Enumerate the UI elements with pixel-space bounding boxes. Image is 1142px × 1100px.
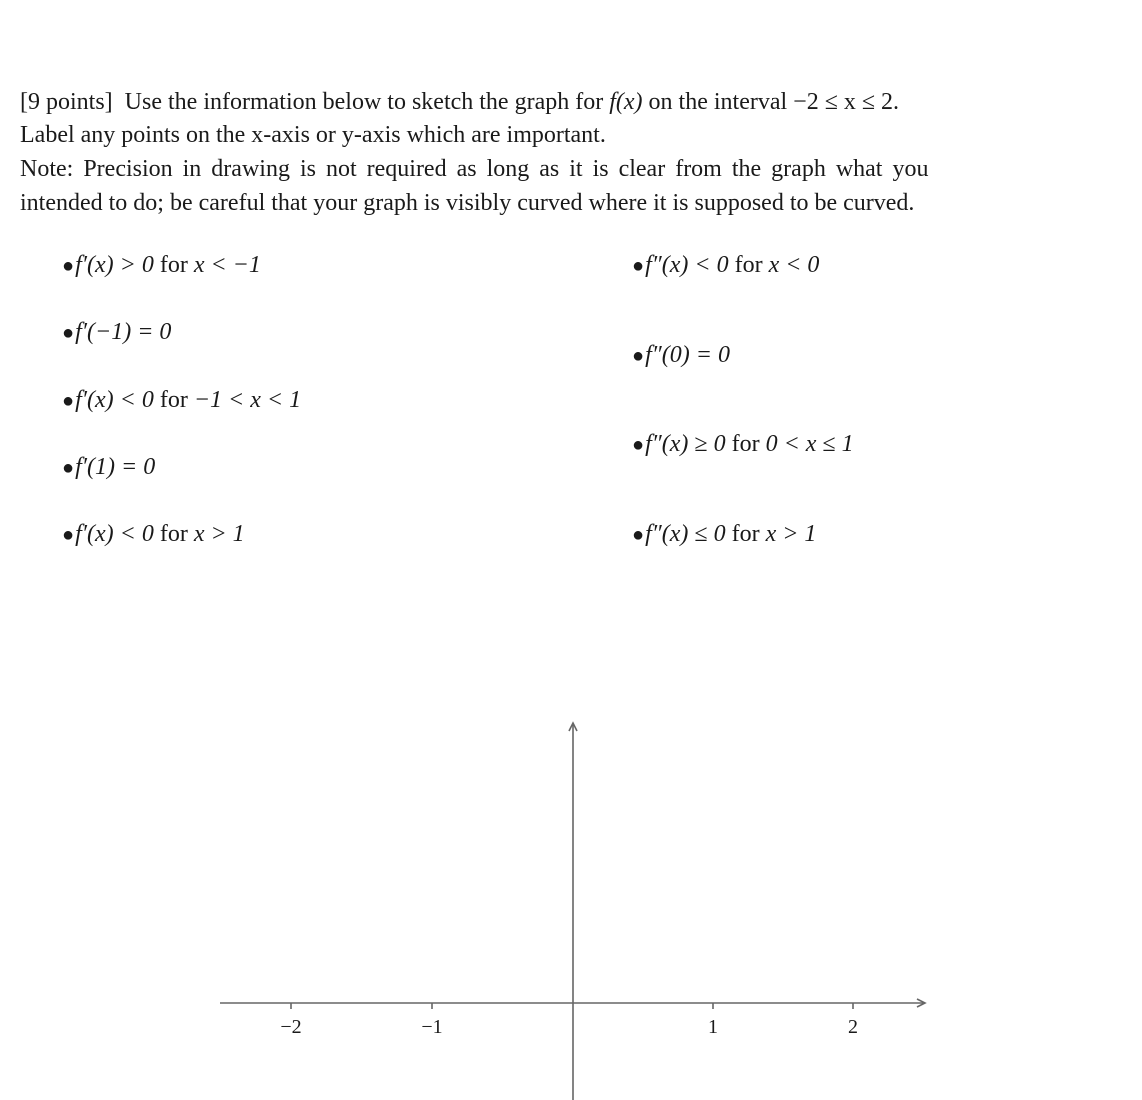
problem-note-line-2: intended to do; be careful that your graph is visibly curved where it is supposed to be curved.	[20, 190, 915, 216]
condition-expr: f′(−1) = 0	[75, 319, 172, 345]
condition-range: 0 < x ≤ 1	[765, 431, 854, 457]
bullet-icon: ●	[62, 524, 75, 546]
condition-range: x < −1	[193, 252, 261, 278]
bullet-icon: ●	[62, 457, 75, 479]
condition-expr: f′(1) = 0	[75, 454, 156, 480]
bullet-icon: ●	[632, 255, 645, 277]
condition-expr: f′(x) < 0	[75, 521, 154, 547]
problem-note-line-1: Note: Precision in drawing is not required as long as it is clear from the graph what you	[20, 156, 929, 182]
condition-for: for	[725, 431, 766, 457]
condition-expr: f′(x) < 0	[75, 387, 154, 413]
bullet-icon: ●	[62, 255, 75, 277]
condition-for: for	[153, 387, 194, 413]
condition-range: x < 0	[768, 252, 820, 278]
condition-range: x > 1	[193, 521, 245, 547]
problem-line-2: Label any points on the x-axis or y-axis which are important.	[20, 122, 606, 148]
bullet-icon: ●	[62, 390, 75, 412]
condition-expr: f″(0) = 0	[645, 342, 730, 368]
x-tick-label: 1	[708, 1016, 718, 1038]
condition-expr: f″(x) ≤ 0	[645, 521, 726, 547]
condition-for: for	[153, 252, 194, 278]
condition-for: for	[725, 521, 766, 547]
function-name: f(x)	[609, 89, 643, 115]
x-tick-label: 2	[848, 1016, 858, 1038]
condition-expr: f″(x) < 0	[645, 252, 729, 278]
condition-for: for	[153, 521, 194, 547]
instruction-text: Use the information below to sketch the graph for	[124, 89, 610, 115]
x-tick-label: −1	[421, 1016, 443, 1038]
bullet-icon: ●	[62, 322, 75, 344]
bullet-icon: ●	[632, 345, 645, 367]
bullet-icon: ●	[632, 524, 645, 546]
condition-expr: f″(x) ≥ 0	[645, 431, 726, 457]
points-label: [9 points]	[20, 89, 113, 115]
bullet-icon: ●	[632, 434, 645, 456]
condition-range: x > 1	[765, 521, 817, 547]
interval: −2 ≤ x ≤ 2.	[793, 89, 900, 115]
condition-expr: f′(x) > 0	[75, 252, 154, 278]
condition-for: for	[728, 252, 769, 278]
condition-range: −1 < x < 1	[193, 387, 302, 413]
x-tick-label: −2	[280, 1016, 302, 1038]
instruction-text-tail: on the interval	[642, 89, 794, 115]
